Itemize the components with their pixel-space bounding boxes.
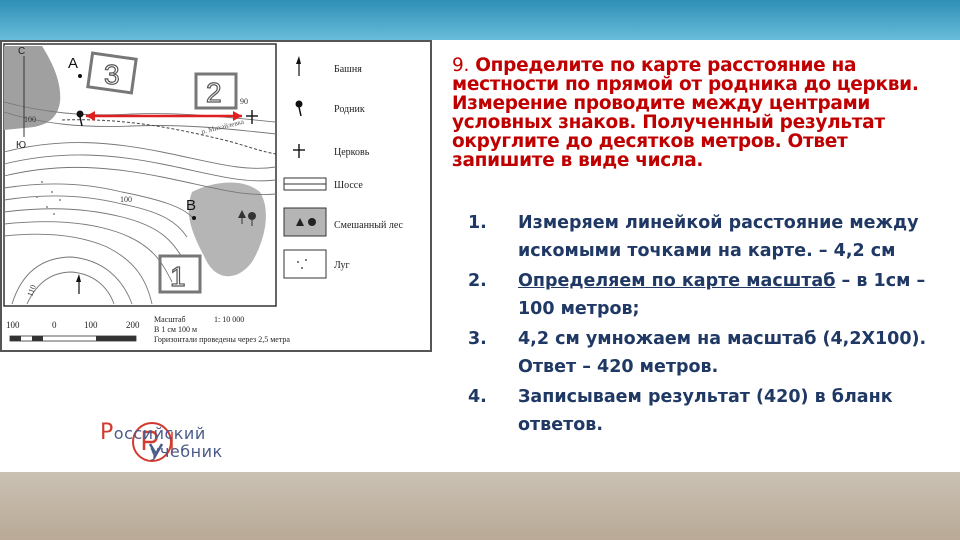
step-number: 4. bbox=[468, 387, 487, 407]
scale-label: Масштаб bbox=[154, 315, 186, 324]
scale-tick-100-left: 100 bbox=[6, 320, 20, 330]
legend-spring bbox=[296, 101, 365, 117]
step-text: – в 1см – 100 метров; bbox=[518, 271, 926, 319]
step-text: 4,2 см умножаем на масштаб (4,2Х100). Ответ – 420 метров. bbox=[518, 329, 927, 377]
step-number: 2. bbox=[468, 271, 487, 291]
compass-south: Ю bbox=[16, 140, 27, 151]
step-underlined-text: Определяем по карте масштаб bbox=[518, 271, 836, 291]
square-1-label: 1 bbox=[170, 261, 186, 292]
point-b-dot bbox=[192, 216, 196, 220]
contour-label-100a: 100 bbox=[24, 115, 36, 124]
scale-text: В 1 см 100 м bbox=[154, 325, 198, 334]
contour-label-90: 90 bbox=[240, 97, 248, 106]
scale-tick-100: 100 bbox=[84, 320, 98, 330]
logo-line1-rest: оссийский bbox=[113, 424, 206, 443]
point-a-label: А bbox=[68, 55, 79, 72]
contour-label-110: 110 bbox=[25, 283, 38, 298]
step-text: Записываем результат (420) в бланк ответов. bbox=[518, 387, 893, 435]
scale-ratio: 1: 10 000 bbox=[214, 315, 245, 324]
legend-church-label: Церковь bbox=[334, 147, 370, 158]
scale-bar bbox=[6, 315, 290, 344]
logo-line1 bbox=[100, 420, 223, 445]
square-2-label: 2 bbox=[206, 77, 222, 108]
topographic-map bbox=[0, 40, 432, 352]
step-item bbox=[468, 326, 958, 381]
point-a-dot bbox=[78, 74, 82, 78]
legend-forest-label: Смешанный лес bbox=[334, 220, 403, 231]
step-text-wrap bbox=[518, 268, 958, 323]
legend-church bbox=[293, 144, 370, 158]
square-3-label: 3 bbox=[104, 59, 120, 90]
compass-north: С bbox=[18, 46, 26, 57]
legend-highway-label: Шоссе bbox=[334, 180, 363, 191]
legend-tower bbox=[296, 56, 362, 76]
question-text: Определите по карте расстояние на местности по прямой от родника до церкви. Измерение проводите между центрами условных знаков. Полученный результат округлите до десятков метров. Ответ запишите в виде числа. bbox=[452, 55, 919, 171]
solution-steps bbox=[468, 210, 958, 442]
logo-line2: учебник bbox=[150, 442, 223, 461]
step-item bbox=[468, 384, 958, 439]
contour-label-100b: 100 bbox=[120, 195, 132, 204]
step-text: Измеряем линейкой расстояние между искомыми точками на карте. – 4,2 см bbox=[518, 213, 919, 261]
step-number: 1. bbox=[468, 213, 487, 233]
question-number: 9. bbox=[452, 55, 470, 76]
point-b-label: В bbox=[186, 197, 197, 214]
logo-text bbox=[100, 420, 223, 461]
map-svg bbox=[2, 42, 430, 350]
step-item bbox=[468, 210, 958, 265]
legend-forest bbox=[284, 208, 404, 236]
scale-tick-0: 0 bbox=[52, 320, 57, 330]
legend-meadow-label: Луг bbox=[334, 260, 350, 271]
question-text-block bbox=[452, 56, 952, 170]
contour-note: Горизонтали проведены через 2,5 метра bbox=[154, 335, 290, 344]
legend-meadow bbox=[284, 250, 350, 278]
scale-tick-200: 200 bbox=[126, 320, 140, 330]
step-number: 3. bbox=[468, 329, 487, 349]
logo-initial: Р bbox=[100, 420, 114, 445]
legend-highway bbox=[284, 178, 363, 191]
river-label: р. Михайлевка bbox=[200, 117, 245, 136]
legend-tower-label: Башня bbox=[334, 64, 362, 75]
step-item bbox=[468, 268, 958, 323]
legend bbox=[284, 56, 404, 278]
legend-spring-label: Родник bbox=[334, 104, 365, 115]
